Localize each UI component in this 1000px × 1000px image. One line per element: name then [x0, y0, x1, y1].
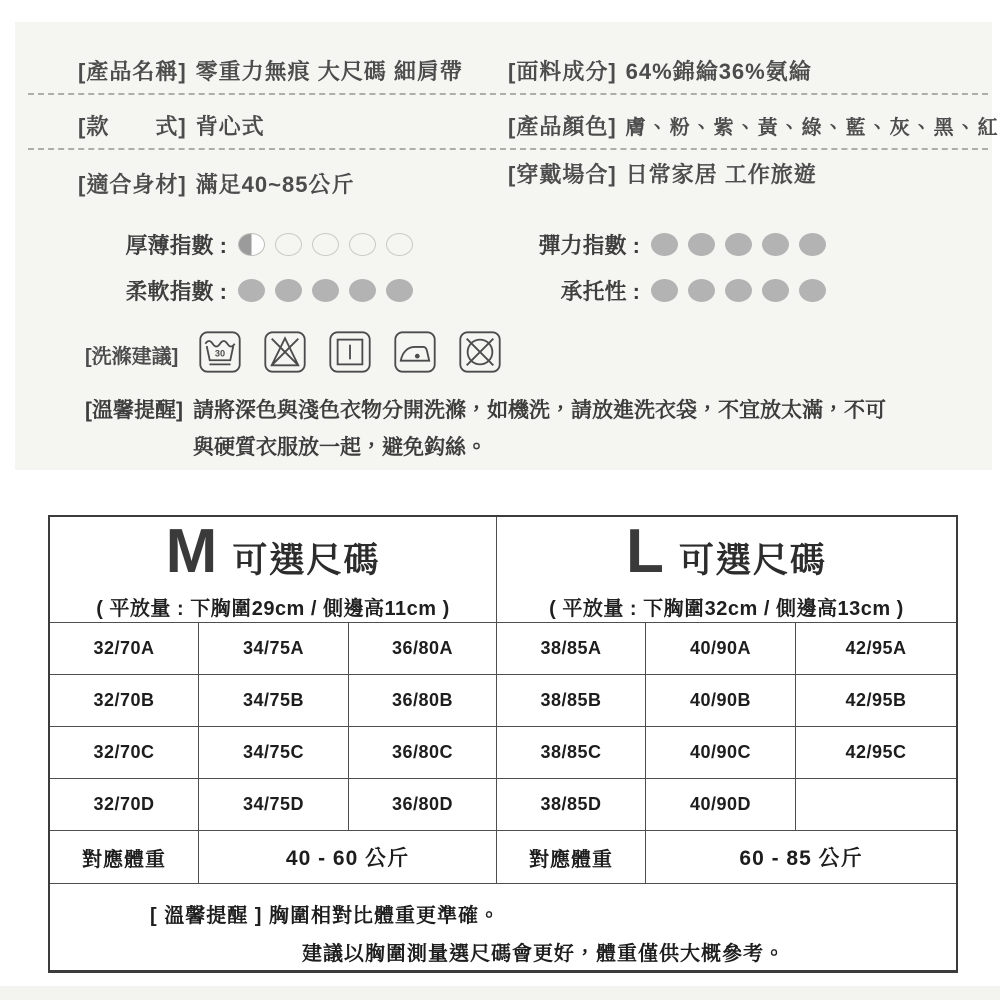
rating-dots — [238, 233, 413, 256]
machine-wash-30-icon — [198, 330, 242, 374]
reminder-text — [193, 392, 886, 466]
rating-dot — [799, 233, 826, 256]
spec-label: [面料成分] — [508, 59, 617, 84]
size-cell: 42/95B — [796, 675, 956, 727]
table-note — [50, 884, 956, 970]
spec-label: [產品名稱] — [78, 59, 187, 84]
rating-dot — [725, 279, 752, 302]
size-cell: 34/75B — [199, 675, 349, 727]
size-cell: 40/90B — [646, 675, 796, 727]
size-title: 可選尺碼 — [232, 540, 381, 580]
washing-label: [洗滌建議] — [85, 346, 179, 368]
size-cell: 32/70C — [50, 727, 199, 779]
index-thickness — [85, 229, 413, 260]
svg-text:30: 30 — [214, 348, 226, 359]
size-cell: 34/75A — [199, 623, 349, 675]
size-cell: 34/75D — [199, 779, 349, 831]
weight-value-m: 40 - 60 公斤 — [199, 831, 497, 884]
rating-dot — [762, 233, 789, 256]
rating-dot — [688, 279, 715, 302]
spec-value: 背心式 — [195, 114, 265, 139]
rating-dot — [386, 279, 413, 302]
size-cell — [796, 779, 956, 831]
rating-dot — [651, 279, 678, 302]
spec-occasion — [508, 158, 817, 189]
size-cell: 38/85D — [497, 779, 646, 831]
size-cell: 38/85C — [497, 727, 646, 779]
weight-label-m: 對應體重 — [50, 831, 199, 884]
index-support — [498, 275, 826, 306]
spec-value: 滿足40~85公斤 — [195, 172, 355, 197]
rating-dot — [312, 279, 339, 302]
index-label: 柔軟指數 : — [125, 279, 227, 304]
size-letter-m: M — [165, 516, 218, 586]
dashed-divider — [28, 93, 988, 95]
size-cell: 36/80D — [349, 779, 497, 831]
drip-dry-icon — [328, 330, 372, 374]
size-cell: 38/85B — [497, 675, 646, 727]
spec-label: [產品顏色] — [508, 114, 617, 139]
spec-fabric — [508, 55, 812, 86]
bottom-strip — [0, 986, 1000, 1000]
rating-dot — [312, 233, 339, 256]
reminder-label: [溫馨提醒] — [85, 399, 183, 422]
spec-value: 膚、粉、紫、黃、綠、藍、灰、黑、紅 — [625, 117, 1000, 139]
rating-dot — [238, 279, 265, 302]
rating-dot — [275, 279, 302, 302]
table-note-line1 — [150, 899, 956, 928]
size-cell: 36/80C — [349, 727, 497, 779]
weight-label-l: 對應體重 — [497, 831, 646, 884]
care-reminder — [85, 392, 886, 466]
size-l-subtitle: ( 平放量 : 下胸圍32cm / 側邊高13cm ) — [549, 597, 904, 620]
washing-icons — [198, 330, 502, 374]
rating-dot — [349, 279, 376, 302]
size-letter-l: L — [626, 516, 664, 586]
size-cell: 42/95C — [796, 727, 956, 779]
spec-value: 日常家居 工作旅遊 — [625, 162, 817, 187]
size-cell: 40/90D — [646, 779, 796, 831]
size-cell: 32/70A — [50, 623, 199, 675]
size-cell: 40/90A — [646, 623, 796, 675]
rating-dots — [651, 233, 826, 256]
size-cell: 40/90C — [646, 727, 796, 779]
spec-label: [穿戴場合] — [508, 162, 617, 187]
rating-dot — [799, 279, 826, 302]
spec-panel — [15, 22, 1000, 470]
table-note-label: [ 溫馨提醒 ] — [150, 905, 263, 927]
weight-value-l: 60 - 85 公斤 — [646, 831, 956, 884]
index-label: 彈力指數 : — [538, 233, 640, 258]
index-label: 承托性 : — [560, 279, 640, 304]
table-note-line2: 建議以胸圍測量選尺碼會更好，體重僅供大概參考。 — [302, 943, 785, 965]
index-softness — [85, 275, 413, 306]
rating-dots — [238, 279, 413, 302]
rating-dot — [238, 233, 265, 256]
size-cell: 36/80A — [349, 623, 497, 675]
rating-dot — [386, 233, 413, 256]
dashed-divider — [28, 148, 988, 150]
table-note-text1: 胸圍相對比體重更準確。 — [269, 905, 500, 927]
rating-dot — [651, 233, 678, 256]
size-cell: 34/75C — [199, 727, 349, 779]
size-cell: 42/95A — [796, 623, 956, 675]
size-m-header — [50, 517, 497, 623]
rating-dots — [651, 279, 826, 302]
spec-label: [款 式] — [78, 114, 187, 139]
spec-product-name — [78, 55, 463, 86]
size-cell: 38/85A — [497, 623, 646, 675]
reminder-line1: 請將深色與淺色衣物分開洗滌，如機洗，請放進洗衣袋，不宜放太滿，不可 — [193, 399, 886, 422]
size-cell: 36/80B — [349, 675, 497, 727]
spec-style — [78, 110, 265, 141]
size-cell: 32/70D — [50, 779, 199, 831]
rating-dot — [725, 233, 752, 256]
size-m-subtitle: ( 平放量 : 下胸圍29cm / 側邊高11cm ) — [96, 597, 450, 620]
size-l-header — [497, 517, 956, 623]
index-label: 厚薄指數 : — [125, 233, 227, 258]
size-cell: 32/70B — [50, 675, 199, 727]
spec-label: [適合身材] — [78, 172, 187, 197]
spec-colors — [508, 110, 1000, 141]
spec-value: 64%錦綸36%氨綸 — [625, 59, 812, 84]
rating-dot — [275, 233, 302, 256]
do-not-bleach-icon — [263, 330, 307, 374]
rating-dot — [688, 233, 715, 256]
size-table — [48, 515, 958, 973]
index-elasticity — [498, 229, 826, 260]
spec-value: 零重力無痕 大尺碼 細肩帶 — [195, 59, 463, 84]
size-title: 可選尺碼 — [678, 540, 827, 580]
rating-dot — [349, 233, 376, 256]
spec-fit — [78, 168, 354, 199]
reminder-line2: 與硬質衣服放一起，避免鈎絲。 — [193, 436, 487, 459]
iron-low-heat-icon — [393, 330, 437, 374]
do-not-dry-clean-icon — [458, 330, 502, 374]
rating-dot — [762, 279, 789, 302]
